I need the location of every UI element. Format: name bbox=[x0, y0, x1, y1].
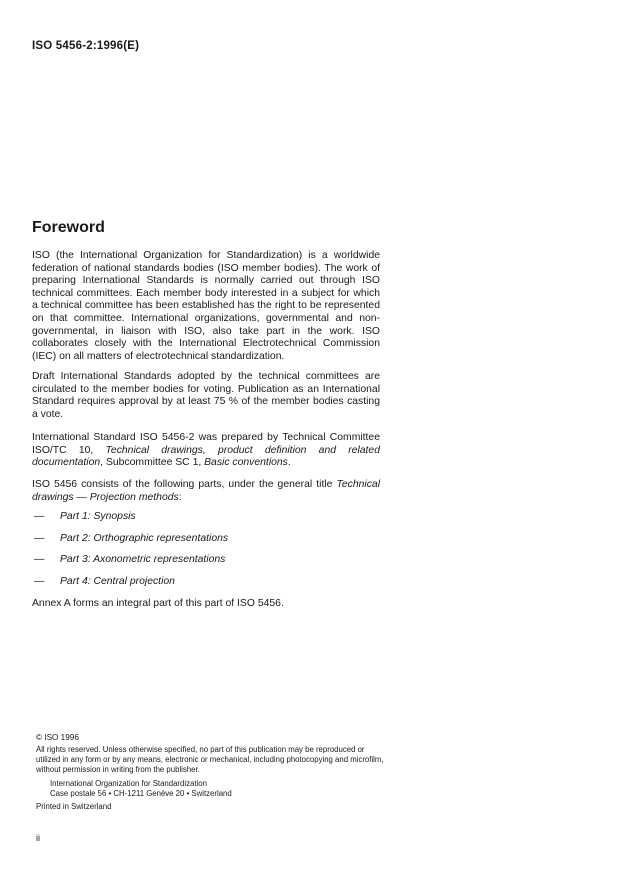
address-line: International Organization for Standardization bbox=[50, 779, 207, 788]
list-item-text: Part 3: Axonometric representations bbox=[60, 554, 226, 565]
p4-text-c: : bbox=[178, 491, 182, 503]
paragraph-iso-intro: ISO (the International Organization for Standardization) is a worldwide federation of national standards bodies (ISO member bodies). The work of preparing International Standards is normally carried out through ISO technical committees. Each member body interested in a subject for which a technical committee has been established has the right to be represented on that committee. International organizations, governmental and non-governmental, in liaison with ISO, also take part in the work. ISO collaborates closely with the International Electrotechnical Commission (IEC) on all matters of electrotechnical standardization. bbox=[32, 250, 380, 362]
list-item bbox=[32, 511, 380, 533]
list-item bbox=[32, 533, 380, 555]
p4-text-a: ISO 5456 consists of the following parts, under the general title bbox=[32, 479, 337, 490]
p4-general-title: Technical drawings — Projection methods bbox=[32, 479, 380, 503]
list-dash: — bbox=[34, 575, 45, 587]
printed-in: Printed in Switzerland bbox=[36, 802, 112, 811]
p3-text-a: International Standard ISO 5456-2 was prepared by Technical Committee ISO/TC 10, bbox=[32, 432, 380, 456]
rights-statement: All rights reserved. Unless otherwise specified, no part of this publication may be reproduced or utilized in any form or by any means, electronic or mechanical, including photocopying and microfilm, without permission in writing from the publisher. bbox=[36, 745, 384, 775]
list-dash: — bbox=[34, 511, 45, 522]
copyright-notice: © ISO 1996 bbox=[36, 733, 79, 742]
paragraph-preparation bbox=[32, 432, 380, 470]
list-item bbox=[32, 554, 380, 576]
address-line: Case postale 56 • CH-1211 Genève 20 • Switzerland bbox=[50, 789, 232, 799]
list-dash: — bbox=[34, 554, 45, 565]
p3-text-e: . bbox=[287, 457, 291, 469]
p3-committee-title: Technical drawings, product definition and related documentation bbox=[32, 444, 380, 469]
p3-text-c: , Subcommittee SC 1, bbox=[100, 457, 205, 469]
paragraph-annex: Annex A forms an integral part of this part of ISO 5456. bbox=[32, 598, 284, 609]
page-title: Foreword bbox=[32, 219, 105, 236]
list-item bbox=[32, 576, 380, 598]
parts-list bbox=[32, 511, 380, 597]
list-item-text: Part 1: Synopsis bbox=[60, 511, 136, 522]
list-dash: — bbox=[34, 532, 45, 544]
list-item-text: Part 4: Central projection bbox=[60, 575, 175, 587]
p3-subcommittee-title: Basic conventions bbox=[204, 457, 288, 469]
page-number: ii bbox=[36, 833, 40, 843]
paragraph-parts-intro bbox=[32, 479, 380, 504]
paragraph-draft-standards: Draft International Standards adopted by the technical committees are circulated to the member bodies for voting. Publication as an International Standard requires approval by at least 75 % of the member bodies casting a vote. bbox=[32, 371, 380, 420]
document-id: ISO 5456-2:1996(E) bbox=[32, 40, 140, 52]
list-item-text: Part 2: Orthographic representations bbox=[60, 532, 229, 544]
publisher-address bbox=[50, 779, 232, 799]
